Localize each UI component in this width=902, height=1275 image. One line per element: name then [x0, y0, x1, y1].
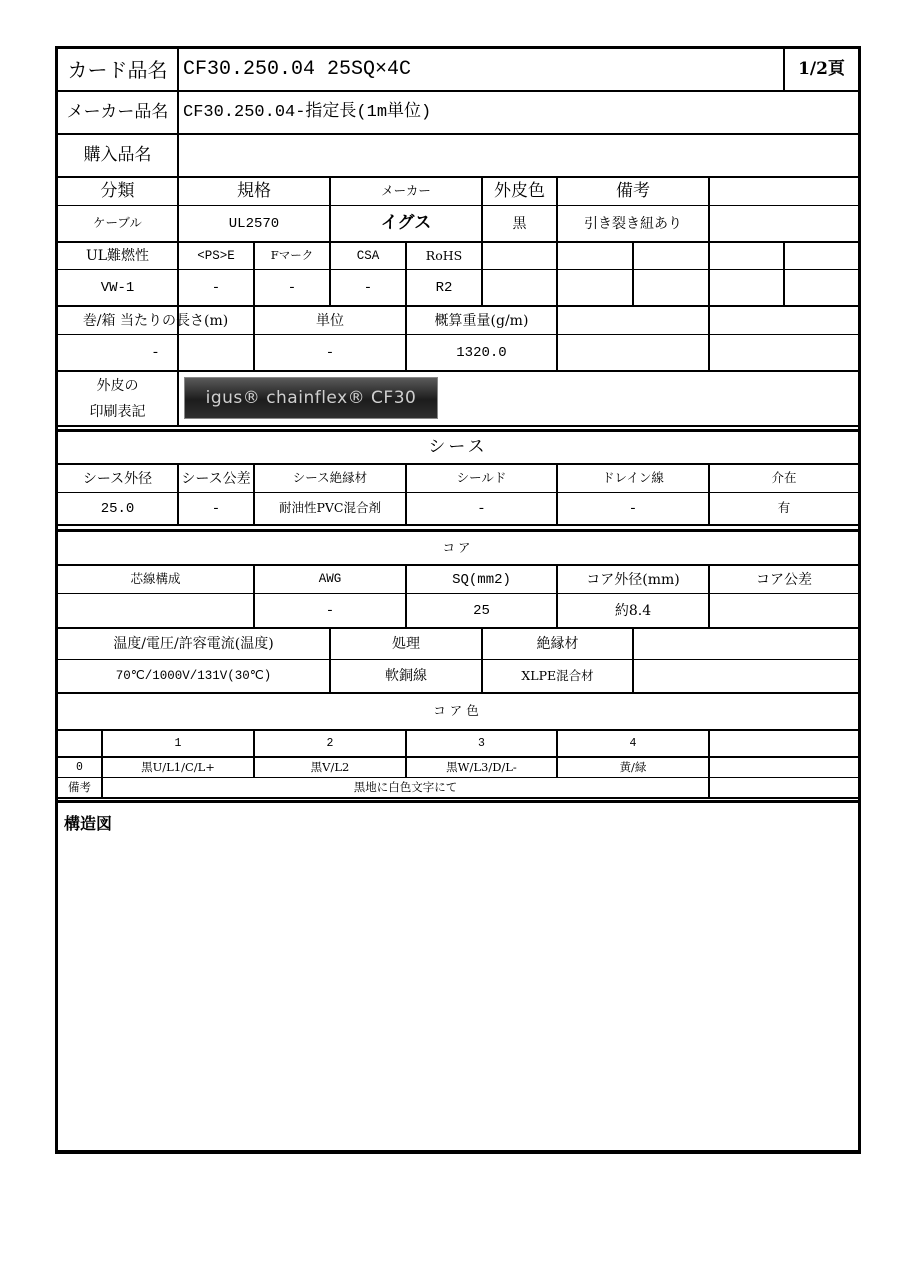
- print-label-line2: 印刷表記: [89, 404, 146, 420]
- card-name-label: カード品名: [67, 57, 168, 82]
- core-color-col-1: 1: [174, 736, 182, 750]
- spec-header-extra: [710, 178, 858, 205]
- print-label-line1: 外皮の: [96, 378, 139, 394]
- temp-header-rating: 温度/電圧/許容電流(温度): [113, 636, 274, 652]
- sheath-value-tolerance: -: [211, 500, 221, 517]
- remark-label: 備考: [68, 779, 91, 794]
- cert-value-rohs: R2: [435, 279, 453, 296]
- length-header-unit: 単位: [316, 312, 344, 329]
- temp-header-treatment: 処理: [392, 636, 420, 652]
- core-value-tolerance: [710, 594, 858, 627]
- cert-header-pse: <PS>E: [197, 248, 235, 263]
- core-header-awg: AWG: [318, 572, 342, 587]
- spec-header-maker: メーカー: [381, 183, 431, 199]
- core-color-title: コア色: [433, 703, 483, 719]
- spec-value-category: ケーブル: [93, 215, 142, 231]
- length-value-unit: -: [325, 344, 335, 361]
- structure-diagram-area: [58, 840, 858, 1148]
- sheath-value-od: 25.0: [100, 500, 135, 517]
- temp-header-insulation: 絶縁材: [536, 636, 579, 652]
- core-color-row-label: 0: [76, 760, 83, 774]
- jacket-print-text: igus® chainflex® CF30: [205, 388, 417, 408]
- length-header-weight: 概算重量(g/m): [434, 312, 529, 329]
- core-color-col-2: 2: [326, 736, 334, 750]
- spec-value-remarks: 引き裂き紐あり: [584, 215, 682, 232]
- core-color-3: 黒W/L3/D/L-: [446, 759, 517, 774]
- core-color-4: 黄/緑: [619, 759, 647, 774]
- cert-header-fmark: Fマーク: [270, 248, 314, 263]
- length-value-weight: 1320.0: [456, 344, 507, 361]
- frame-right: [858, 46, 861, 1154]
- sheath-header-od: シース外径: [82, 470, 153, 487]
- core-header-strand: 芯線構成: [130, 571, 181, 587]
- temp-value-treatment: 軟銅線: [385, 668, 427, 684]
- core-header-tolerance: コア公差: [756, 571, 812, 588]
- structure-diagram-title: 構造図: [64, 814, 113, 833]
- sheath-header-filler: 介在: [771, 470, 797, 486]
- core-value-strand: [58, 594, 253, 627]
- spec-value-color: 黒: [512, 215, 527, 232]
- spec-header-color: 外皮色: [494, 181, 545, 201]
- frame-bottom: [55, 1150, 861, 1154]
- cert-value-fmark: -: [287, 279, 297, 296]
- spec-header-category: 分類: [100, 181, 135, 201]
- page-number: 1/2頁: [798, 59, 845, 79]
- spec-value-extra: [710, 206, 858, 241]
- remark-value: 黒地に白色文字にて: [353, 779, 458, 794]
- core-value-awg: -: [325, 602, 335, 619]
- cert-value-csa: -: [363, 279, 373, 296]
- length-value-per-reel: -: [151, 344, 160, 361]
- cert-value-pse: -: [211, 279, 221, 296]
- cert-value-ul: VW-1: [100, 279, 135, 296]
- core-value-sq: 25: [473, 602, 490, 619]
- core-header-sq: SQ(mm2): [452, 571, 511, 588]
- sheath-value-filler: 有: [777, 500, 791, 516]
- temp-value-insulation: XLPE混合材: [521, 667, 594, 683]
- spec-header-remarks: 備考: [616, 181, 650, 201]
- cert-header-ul: UL難燃性: [85, 248, 150, 264]
- spec-value-maker: イグス: [380, 213, 432, 233]
- core-value-od: 約8.4: [614, 602, 652, 619]
- core-color-2: 黒V/L2: [310, 759, 350, 774]
- sheath-value-insulation: 耐油性PVC混合剤: [278, 500, 381, 516]
- card-name-value: CF30.250.04 25SQ×4C: [183, 57, 412, 81]
- spec-value-standard: UL2570: [228, 215, 280, 232]
- sheath-header-drain: ドレイン線: [602, 470, 664, 486]
- purchase-name-label: 購入品名: [83, 145, 152, 165]
- sheath-value-drain: -: [628, 500, 638, 517]
- core-header-od: コア外径(mm): [586, 571, 680, 588]
- core-color-col-3: 3: [478, 736, 485, 750]
- sheath-value-shield: -: [477, 500, 486, 517]
- core-color-col-4: 4: [629, 736, 637, 750]
- sheath-header-insulation: シース絶縁材: [292, 470, 368, 486]
- sheath-header-tolerance: シース公差: [181, 470, 251, 487]
- jacket-print-image: [184, 377, 438, 419]
- spec-header-standard: 規格: [237, 181, 271, 201]
- length-header-per-reel: 巻/箱 当たりの長さ(m): [82, 312, 229, 329]
- core-title: コア: [442, 539, 474, 555]
- maker-name-value: CF30.250.04-指定長(1m単位): [183, 103, 432, 122]
- purchase-name-value: [179, 135, 783, 176]
- temp-value-rating: 70℃/1000V/131V(30℃): [115, 668, 272, 683]
- maker-name-label: メーカー品名: [66, 102, 169, 122]
- sheath-title: シース: [428, 437, 488, 457]
- sheath-header-shield: シールド: [456, 470, 507, 486]
- core-color-1: 黒U/L1/C/L+: [141, 759, 215, 774]
- cert-header-csa: CSA: [356, 248, 380, 263]
- cert-header-rohs: RoHS: [425, 247, 463, 263]
